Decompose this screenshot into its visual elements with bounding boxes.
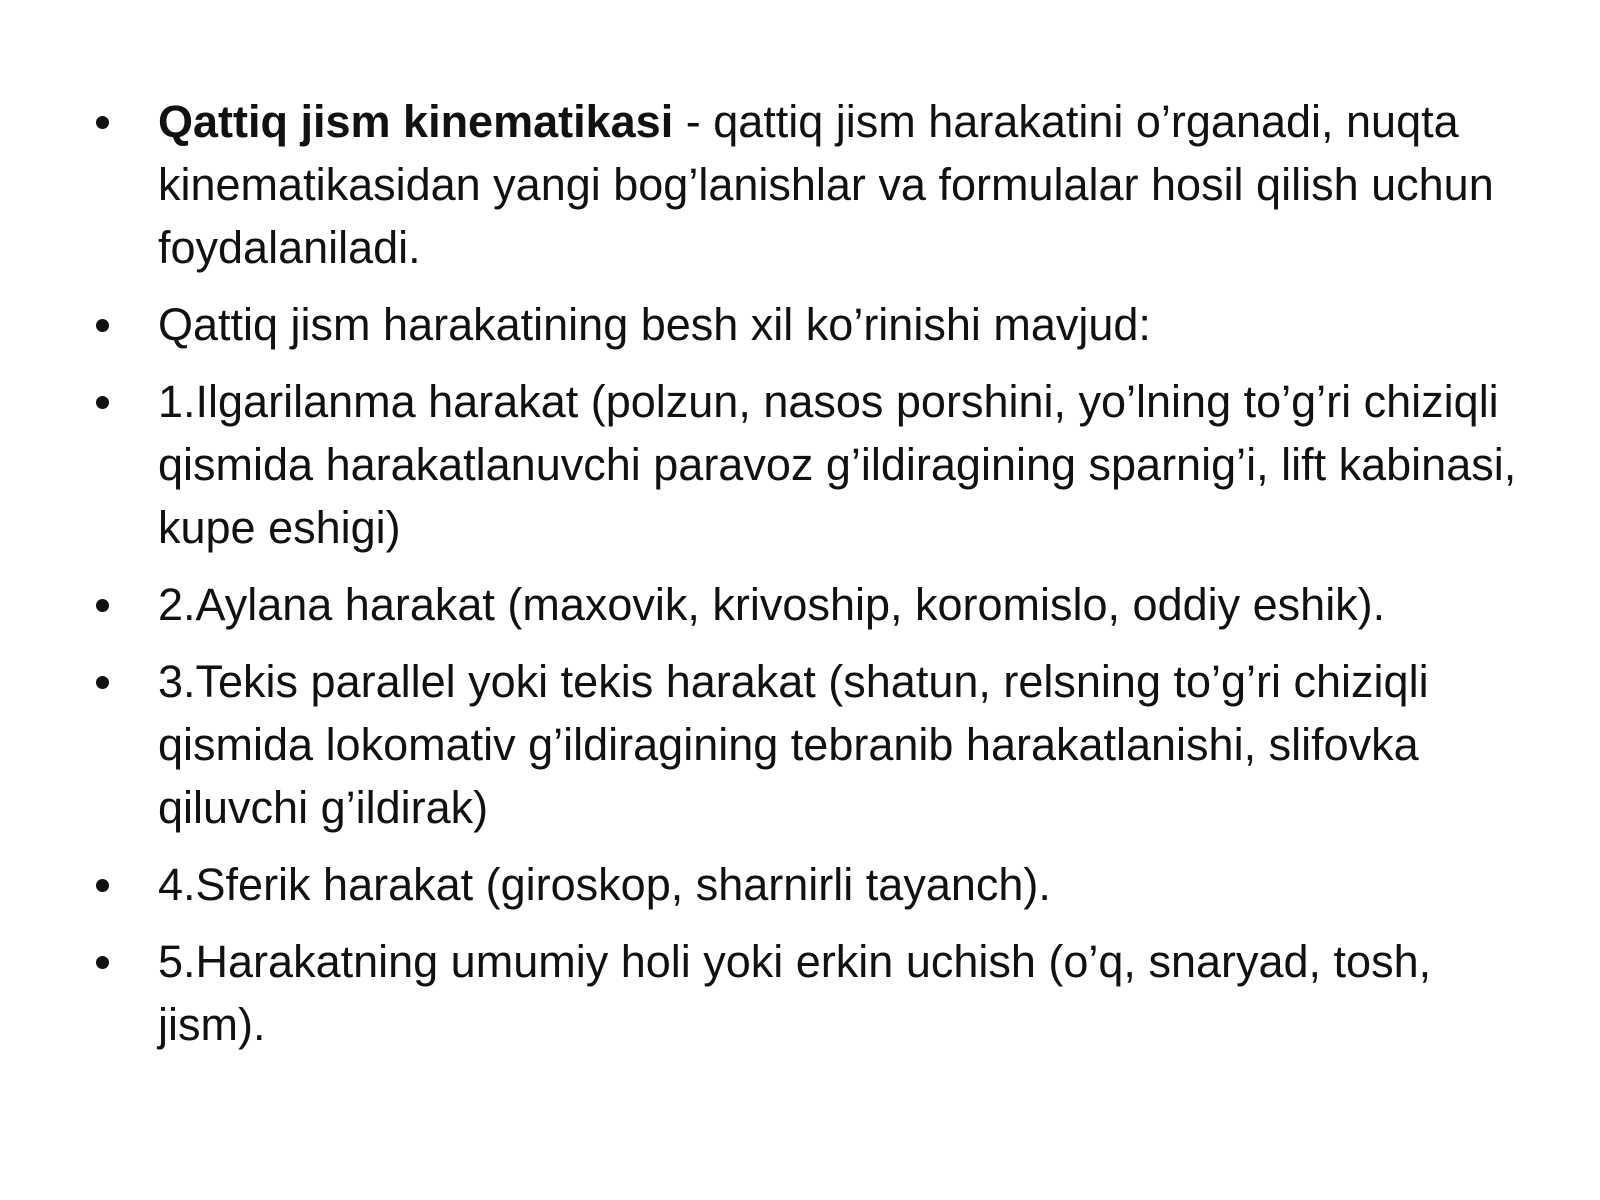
bullet-item-rotational bbox=[92, 573, 1532, 636]
types-intro-text: Qattiq jism harakatining besh xil ko’rinishi mavjud: bbox=[158, 299, 1151, 350]
bullet-list bbox=[92, 90, 1532, 1070]
general-text: 5.Harakatning umumiy holi yoki erkin uchish (o’q, snaryad, tosh, jism). bbox=[158, 936, 1432, 1050]
term-bold: Qattiq jism kinematikasi bbox=[158, 96, 674, 147]
plane-text: 3.Tekis parallel yoki tekis harakat (shatun, relsning to’g’ri chiziqli qismida lokomativ g’ildiragining tebranib harakatlanishi, slifovka qiluvchi g’ildirak) bbox=[158, 656, 1429, 833]
bullet-item-translational bbox=[92, 370, 1532, 559]
bullet-dot-icon bbox=[96, 396, 109, 409]
bullet-dot-icon bbox=[96, 879, 109, 892]
bullet-item-plane bbox=[92, 650, 1532, 839]
bullet-dot-icon bbox=[96, 956, 109, 969]
rotational-text: 2.Aylana harakat (maxovik, krivoship, koromislo, oddiy eshik). bbox=[158, 579, 1386, 630]
bullet-item-spherical bbox=[92, 853, 1532, 916]
spherical-text: 4.Sferik harakat (giroskop, sharnirli tayanch). bbox=[158, 859, 1051, 910]
translational-text: 1.Ilgarilanma harakat (polzun, nasos porshini, yo’lning to’g’ri chiziqli qismida harakatlanuvchi paravoz g’ildiragining sparnig’i, lift kabinasi, kupe eshigi) bbox=[158, 376, 1517, 553]
bullet-item-types-intro bbox=[92, 293, 1532, 356]
bullet-dot-icon bbox=[96, 116, 109, 129]
bullet-dot-icon bbox=[96, 319, 109, 332]
bullet-dot-icon bbox=[96, 599, 109, 612]
definition-text: - qattiq jism harakatini o’rganadi, nuqta kinematikasidan yangi bog’lanishlar va formulalar hosil qilish uchun foydalaniladi. bbox=[158, 96, 1494, 273]
bullet-item-definition bbox=[92, 90, 1532, 279]
bullet-item-general bbox=[92, 930, 1532, 1056]
bullet-dot-icon bbox=[96, 676, 109, 689]
